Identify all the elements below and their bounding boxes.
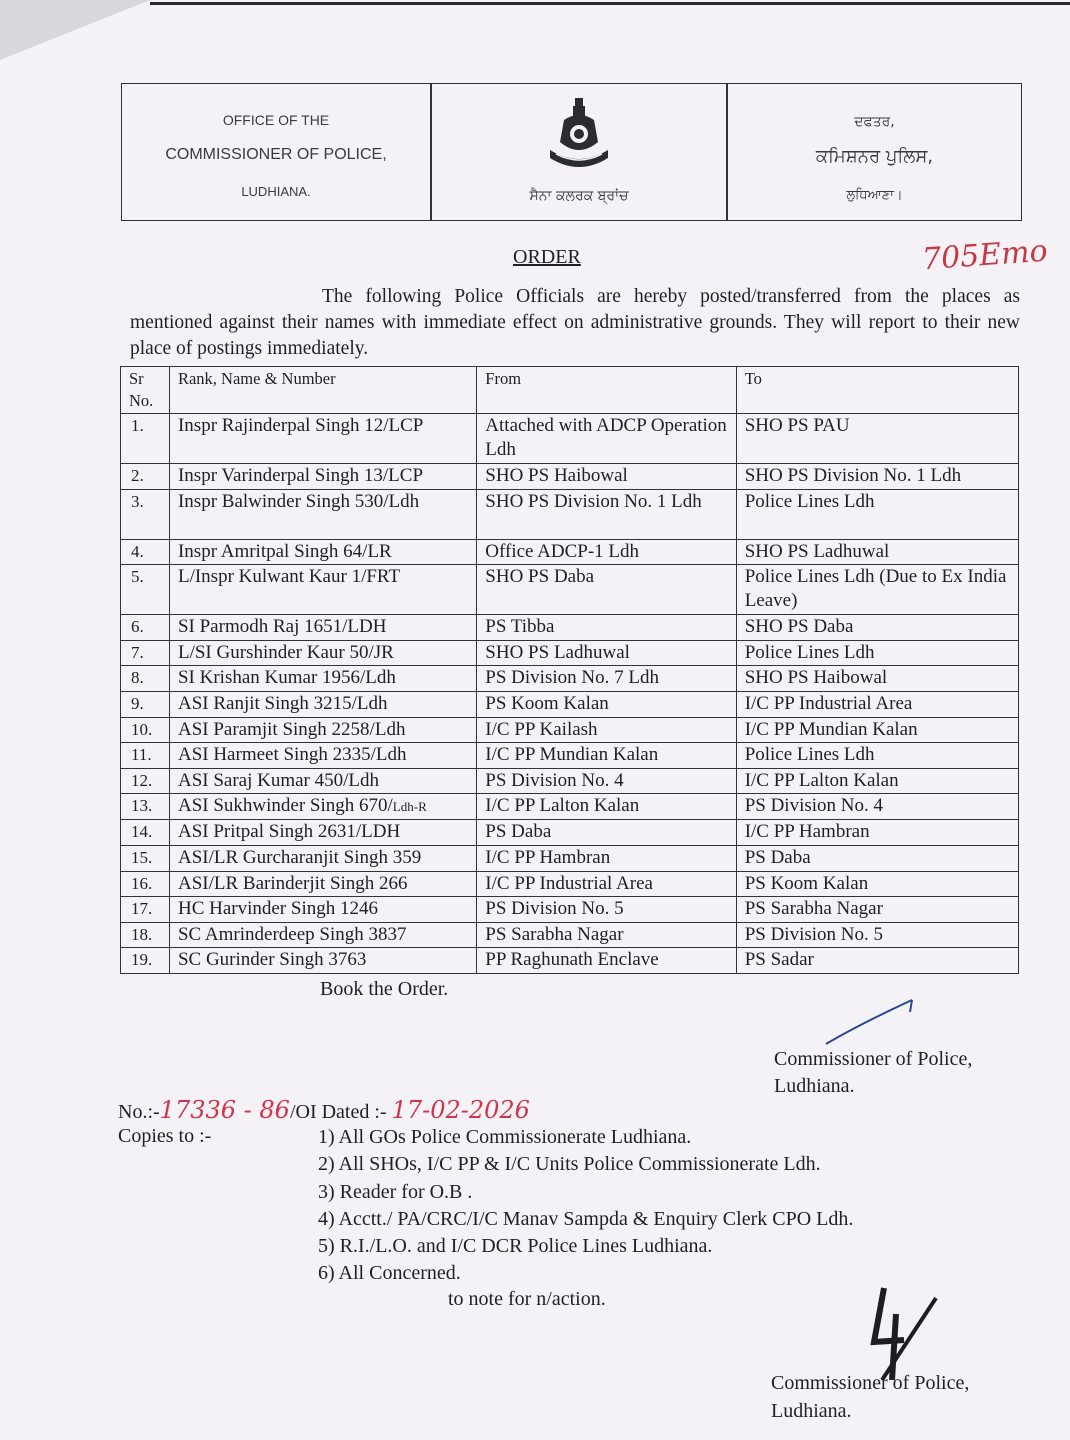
rank-name-cell xyxy=(169,489,476,539)
sr-cell xyxy=(121,743,170,769)
rank-name-cell-text: L/SI Gurshinder Kaur 50/JR xyxy=(177,641,394,663)
to-cell xyxy=(736,743,1018,769)
from-cell xyxy=(477,615,736,641)
column-header-from: From xyxy=(477,367,736,414)
from-cell-text: PS Division No. 5 xyxy=(485,898,624,920)
table-row xyxy=(121,897,1019,923)
rank-name-cell-text: ASI Pritpal Singh 2631/LDH xyxy=(177,821,401,843)
sr-cell-text: 15. xyxy=(131,847,153,867)
rank-name-cell-text: ASI Paramjit Singh 2258/Ldh xyxy=(177,718,406,740)
rank-name-cell xyxy=(169,565,476,615)
sr-cell xyxy=(121,539,170,565)
to-cell xyxy=(736,948,1018,974)
from-cell xyxy=(477,539,736,565)
office-city: LUDHIANA. xyxy=(241,184,311,199)
from-cell xyxy=(477,820,736,846)
sr-cell xyxy=(121,871,170,897)
rank-name-cell-text: Inspr Amritpal Singh 64/LR xyxy=(177,540,392,562)
rank-name-cell xyxy=(169,820,476,846)
rank-name-cell xyxy=(169,948,476,974)
sr-cell xyxy=(121,640,170,666)
from-cell xyxy=(477,640,736,666)
to-cell-text: SHO PS Haibowal xyxy=(744,667,888,689)
from-cell-text: PS Sarabha Nagar xyxy=(485,923,624,945)
table-row xyxy=(121,768,1019,794)
copy-item: 5) R.I./L.O. and I/C DCR Police Lines Ludhiana. xyxy=(318,1235,713,1258)
rank-name-cell xyxy=(169,845,476,871)
book-the-order: Book the Order. xyxy=(320,978,449,1000)
to-cell-text: PS Sarabha Nagar xyxy=(744,898,883,920)
to-cell-text: I/C PP Hambran xyxy=(744,821,870,843)
letterhead-english xyxy=(122,84,430,220)
signatory-title: Commissioner of Police, xyxy=(774,1048,973,1070)
sr-cell xyxy=(121,489,170,539)
rank-name-cell xyxy=(169,615,476,641)
table-row xyxy=(121,666,1019,692)
to-cell-text: PS Sadar xyxy=(744,949,814,971)
table-row xyxy=(121,565,1019,615)
sr-cell xyxy=(121,820,170,846)
sr-cell-text: 19. xyxy=(131,950,153,970)
from-cell xyxy=(477,691,736,717)
sr-cell-text: 1. xyxy=(131,416,144,435)
to-cell xyxy=(736,615,1018,641)
from-cell xyxy=(477,743,736,769)
from-cell-text: PS Tibba xyxy=(485,616,555,638)
to-cell xyxy=(736,565,1018,615)
sr-cell xyxy=(121,691,170,717)
to-cell-text: PS Division No. 5 xyxy=(744,923,883,945)
rank-suffix-text: Ldh-R xyxy=(392,799,427,815)
column-header-to: To xyxy=(736,367,1018,414)
from-cell-text: PS Division No. 4 xyxy=(485,769,624,791)
table-row xyxy=(121,691,1019,717)
to-cell xyxy=(736,820,1018,846)
handwritten-reference: 705Emo xyxy=(920,233,1049,278)
signatory-city: Ludhiana. xyxy=(771,1400,852,1422)
from-cell-text: PS Koom Kalan xyxy=(485,692,609,714)
signatory-city: Ludhiana. xyxy=(774,1075,855,1097)
sr-cell-text: 8. xyxy=(131,668,144,688)
sr-cell-text: 11. xyxy=(131,745,152,765)
to-cell xyxy=(736,717,1018,743)
from-cell-text: I/C PP Lalton Kalan xyxy=(485,795,640,817)
sr-cell xyxy=(121,897,170,923)
from-cell xyxy=(477,717,736,743)
copy-item: 3) Reader for O.B . xyxy=(318,1180,473,1203)
to-cell xyxy=(736,897,1018,923)
rank-name-cell xyxy=(169,871,476,897)
from-cell-text: SHO PS Ladhuwal xyxy=(485,641,630,663)
table-row xyxy=(121,717,1019,743)
transfer-table xyxy=(120,366,1019,974)
table-row xyxy=(121,640,1019,666)
from-cell xyxy=(477,666,736,692)
handwritten-date: 17-02-2026 xyxy=(391,1096,530,1124)
signature-mark-1 xyxy=(820,994,920,1050)
to-cell-text: PS Division No. 4 xyxy=(744,795,883,817)
from-cell-text: PS Daba xyxy=(485,821,552,843)
signature-block-1 xyxy=(774,1046,972,1100)
sr-cell-text: 12. xyxy=(131,770,153,790)
to-cell xyxy=(736,414,1018,464)
dated-label: /OI Dated :- xyxy=(289,1101,387,1123)
to-cell-text: Police Lines Ldh xyxy=(744,641,875,663)
table-row xyxy=(121,922,1019,948)
from-cell-text: Attached with ADCP Operation Ldh xyxy=(485,415,727,460)
rank-name-cell xyxy=(169,922,476,948)
transfer-table-body xyxy=(121,414,1019,974)
to-cell-text: I/C PP Mundian Kalan xyxy=(744,718,918,740)
rank-name-cell-text: Inspr Balwinder Singh 530/Ldh xyxy=(177,490,420,512)
sr-cell-text: 13. xyxy=(131,796,153,816)
from-cell-text: Office ADCP-1 Ldh xyxy=(485,540,640,562)
to-cell xyxy=(736,922,1018,948)
to-cell xyxy=(736,871,1018,897)
rank-name-cell xyxy=(169,539,476,565)
letterhead-emblem-block xyxy=(432,84,726,220)
to-cell-text: I/C PP Lalton Kalan xyxy=(744,769,899,791)
sr-cell xyxy=(121,615,170,641)
column-header-sr: Sr No. xyxy=(121,367,170,414)
sr-cell-text: 4. xyxy=(131,541,144,561)
table-row xyxy=(121,845,1019,871)
rank-name-cell-text: ASI Harmeet Singh 2335/Ldh xyxy=(177,744,407,766)
rank-name-cell-text: ASI/LR Barinderjit Singh 266 xyxy=(177,872,408,894)
to-cell-text: SHO PS Ladhuwal xyxy=(744,540,890,562)
to-cell xyxy=(736,640,1018,666)
folded-corner xyxy=(0,0,150,60)
to-cell-text: I/C PP Industrial Area xyxy=(744,692,913,714)
copy-item: 6) All Concerned. xyxy=(318,1262,461,1285)
sr-cell xyxy=(121,666,170,692)
to-cell-text: PS Koom Kalan xyxy=(744,872,869,894)
table-row xyxy=(121,615,1019,641)
office-title: COMMISSIONER OF POLICE, xyxy=(165,146,387,163)
table-row xyxy=(121,489,1019,539)
sr-cell-text: 7. xyxy=(131,642,144,662)
table-row xyxy=(121,820,1019,846)
to-cell xyxy=(736,666,1018,692)
to-cell xyxy=(736,768,1018,794)
from-cell xyxy=(477,845,736,871)
sr-cell-text: 9. xyxy=(131,693,144,713)
office-line: OFFICE OF THE xyxy=(222,112,330,128)
column-header-rank: Rank, Name & Number xyxy=(169,367,476,414)
sr-cell xyxy=(121,948,170,974)
from-cell xyxy=(477,414,736,464)
sr-cell-text: 2. xyxy=(131,466,144,485)
rank-name-cell xyxy=(169,414,476,464)
sr-cell xyxy=(121,768,170,794)
from-cell xyxy=(477,922,736,948)
copies-label: Copies to :- xyxy=(118,1125,212,1147)
sr-cell-text: 16. xyxy=(131,873,153,893)
office-title-punjabi: ਕਮਿਸ਼ਨਰ ਪੁਲਿਸ, xyxy=(815,146,934,167)
rank-name-cell-text: ASI Ranjit Singh 3215/Ldh xyxy=(177,692,388,714)
rank-name-cell xyxy=(169,640,476,666)
from-cell xyxy=(477,768,736,794)
to-cell-text: SHO PS Division No. 1 Ldh xyxy=(744,465,962,486)
table-row xyxy=(121,464,1019,490)
from-cell-text: PP Raghunath Enclave xyxy=(485,949,659,971)
from-cell-text: I/C PP Kailash xyxy=(485,718,598,740)
rank-name-cell xyxy=(169,666,476,692)
branch-caption: ਸੈਨਾ ਕਲਰਕ ਬ੍ਰਾਂਚ xyxy=(529,188,629,204)
to-cell-text: Police Lines Ldh (Due to Ex India Leave) xyxy=(744,566,1007,612)
from-cell xyxy=(477,489,736,539)
sr-cell xyxy=(121,464,170,490)
action-note: to note for n/action. xyxy=(448,1288,606,1310)
reference-line xyxy=(118,1096,530,1124)
to-cell-text: Police Lines Ldh xyxy=(744,744,875,766)
handwritten-number: 17336 - 86 xyxy=(159,1096,290,1124)
sr-cell-text: 3. xyxy=(131,491,144,511)
from-cell xyxy=(477,871,736,897)
from-cell-text: SHO PS Division No. 1 Ldh xyxy=(485,490,702,512)
from-cell-text: PS Division No. 7 Ldh xyxy=(485,667,659,689)
rank-name-cell-text: SI Krishan Kumar 1956/Ldh xyxy=(177,667,396,689)
from-cell-text: I/C PP Industrial Area xyxy=(485,872,653,894)
rank-name-cell xyxy=(169,794,476,820)
copy-item: 2) All SHOs, I/C PP & I/C Units Police Commissionerate Ldh. xyxy=(318,1153,821,1176)
office-city-punjabi: ਲੁਧਿਆਣਾ। xyxy=(846,188,903,203)
from-cell xyxy=(477,948,736,974)
rank-name-cell-text: SI Parmodh Raj 1651/LDH xyxy=(177,616,387,638)
sr-cell-text: 6. xyxy=(131,617,144,637)
rank-name-cell xyxy=(169,691,476,717)
sr-cell-text: 5. xyxy=(131,567,144,587)
office-line-punjabi: ਦਫਤਰ, xyxy=(854,114,895,130)
to-cell xyxy=(736,539,1018,565)
from-cell-text: SHO PS Daba xyxy=(485,566,595,588)
to-cell xyxy=(736,794,1018,820)
letterhead xyxy=(121,83,1022,221)
copy-item: 4) Acctt./ PA/CRC/I/C Manav Sampda & Enquiry Clerk CPO Ldh. xyxy=(318,1207,854,1230)
to-cell xyxy=(736,691,1018,717)
sr-cell xyxy=(121,717,170,743)
letterhead-punjabi xyxy=(728,84,1021,220)
sr-cell xyxy=(121,414,170,464)
police-emblem-icon xyxy=(546,96,612,176)
sr-cell xyxy=(121,922,170,948)
sr-cell-text: 10. xyxy=(131,719,153,739)
to-cell xyxy=(736,464,1018,490)
table-row xyxy=(121,794,1019,820)
rank-name-cell-text: SC Gurinder Singh 3763 xyxy=(177,949,367,971)
sr-cell xyxy=(121,794,170,820)
sr-cell xyxy=(121,845,170,871)
rank-name-cell xyxy=(169,743,476,769)
table-row xyxy=(121,539,1019,565)
signatory-title: Commissioner of Police, xyxy=(771,1372,970,1394)
top-edge-line xyxy=(150,2,1070,5)
from-cell xyxy=(477,565,736,615)
from-cell xyxy=(477,464,736,490)
from-cell xyxy=(477,897,736,923)
rank-name-cell-text: ASI Saraj Kumar 450/Ldh xyxy=(177,769,380,791)
sr-cell-text: 17. xyxy=(131,899,153,919)
to-cell-text: PS Daba xyxy=(744,846,811,868)
rank-name-cell xyxy=(169,768,476,794)
order-intro: The following Police Officials are hereby posted/transferred from the places as mentioned against their names with immediate effect on administrative grounds. They will report to their new place of postings immediately. xyxy=(130,286,1020,359)
order-title: ORDER xyxy=(513,246,581,268)
rank-name-cell-text: HC Harvinder Singh 1246 xyxy=(177,898,378,920)
to-cell xyxy=(736,489,1018,539)
table-row xyxy=(121,871,1019,897)
rank-name-cell xyxy=(169,464,476,490)
to-cell-text: Police Lines Ldh xyxy=(744,490,875,512)
number-label: No.:- xyxy=(118,1101,160,1123)
rank-name-cell-text: Inspr Rajinderpal Singh 12/LCP xyxy=(177,415,424,436)
from-cell-text: I/C PP Hambran xyxy=(485,846,611,868)
rank-name-cell-text: ASI/LR Gurcharanjit Singh 359 xyxy=(177,846,422,868)
copies-list xyxy=(318,1124,853,1288)
table-row xyxy=(121,948,1019,974)
rank-name-cell-text: Inspr Varinderpal Singh 13/LCP xyxy=(177,465,424,486)
from-cell-text: I/C PP Mundian Kalan xyxy=(485,744,659,766)
to-cell-text: SHO PS Daba xyxy=(744,616,854,638)
rank-name-cell xyxy=(169,897,476,923)
signature-block-2 xyxy=(771,1369,969,1425)
to-cell-text: SHO PS PAU xyxy=(744,415,850,436)
from-cell-text: SHO PS Haibowal xyxy=(485,465,628,486)
rank-name-cell-text: ASI Sukhwinder Singh 670/ xyxy=(177,795,393,817)
rank-name-cell xyxy=(169,717,476,743)
sr-cell-text: 18. xyxy=(131,924,153,944)
sr-cell-text: 14. xyxy=(131,822,153,842)
copy-item: 1) All GOs Police Commissionerate Ludhiana. xyxy=(318,1126,692,1148)
table-row xyxy=(121,414,1019,464)
from-cell xyxy=(477,794,736,820)
to-cell xyxy=(736,845,1018,871)
table-row xyxy=(121,743,1019,769)
rank-name-cell-text: SC Amrinderdeep Singh 3837 xyxy=(177,923,407,945)
sr-cell xyxy=(121,565,170,615)
rank-name-cell-text: L/Inspr Kulwant Kaur 1/FRT xyxy=(177,566,401,588)
